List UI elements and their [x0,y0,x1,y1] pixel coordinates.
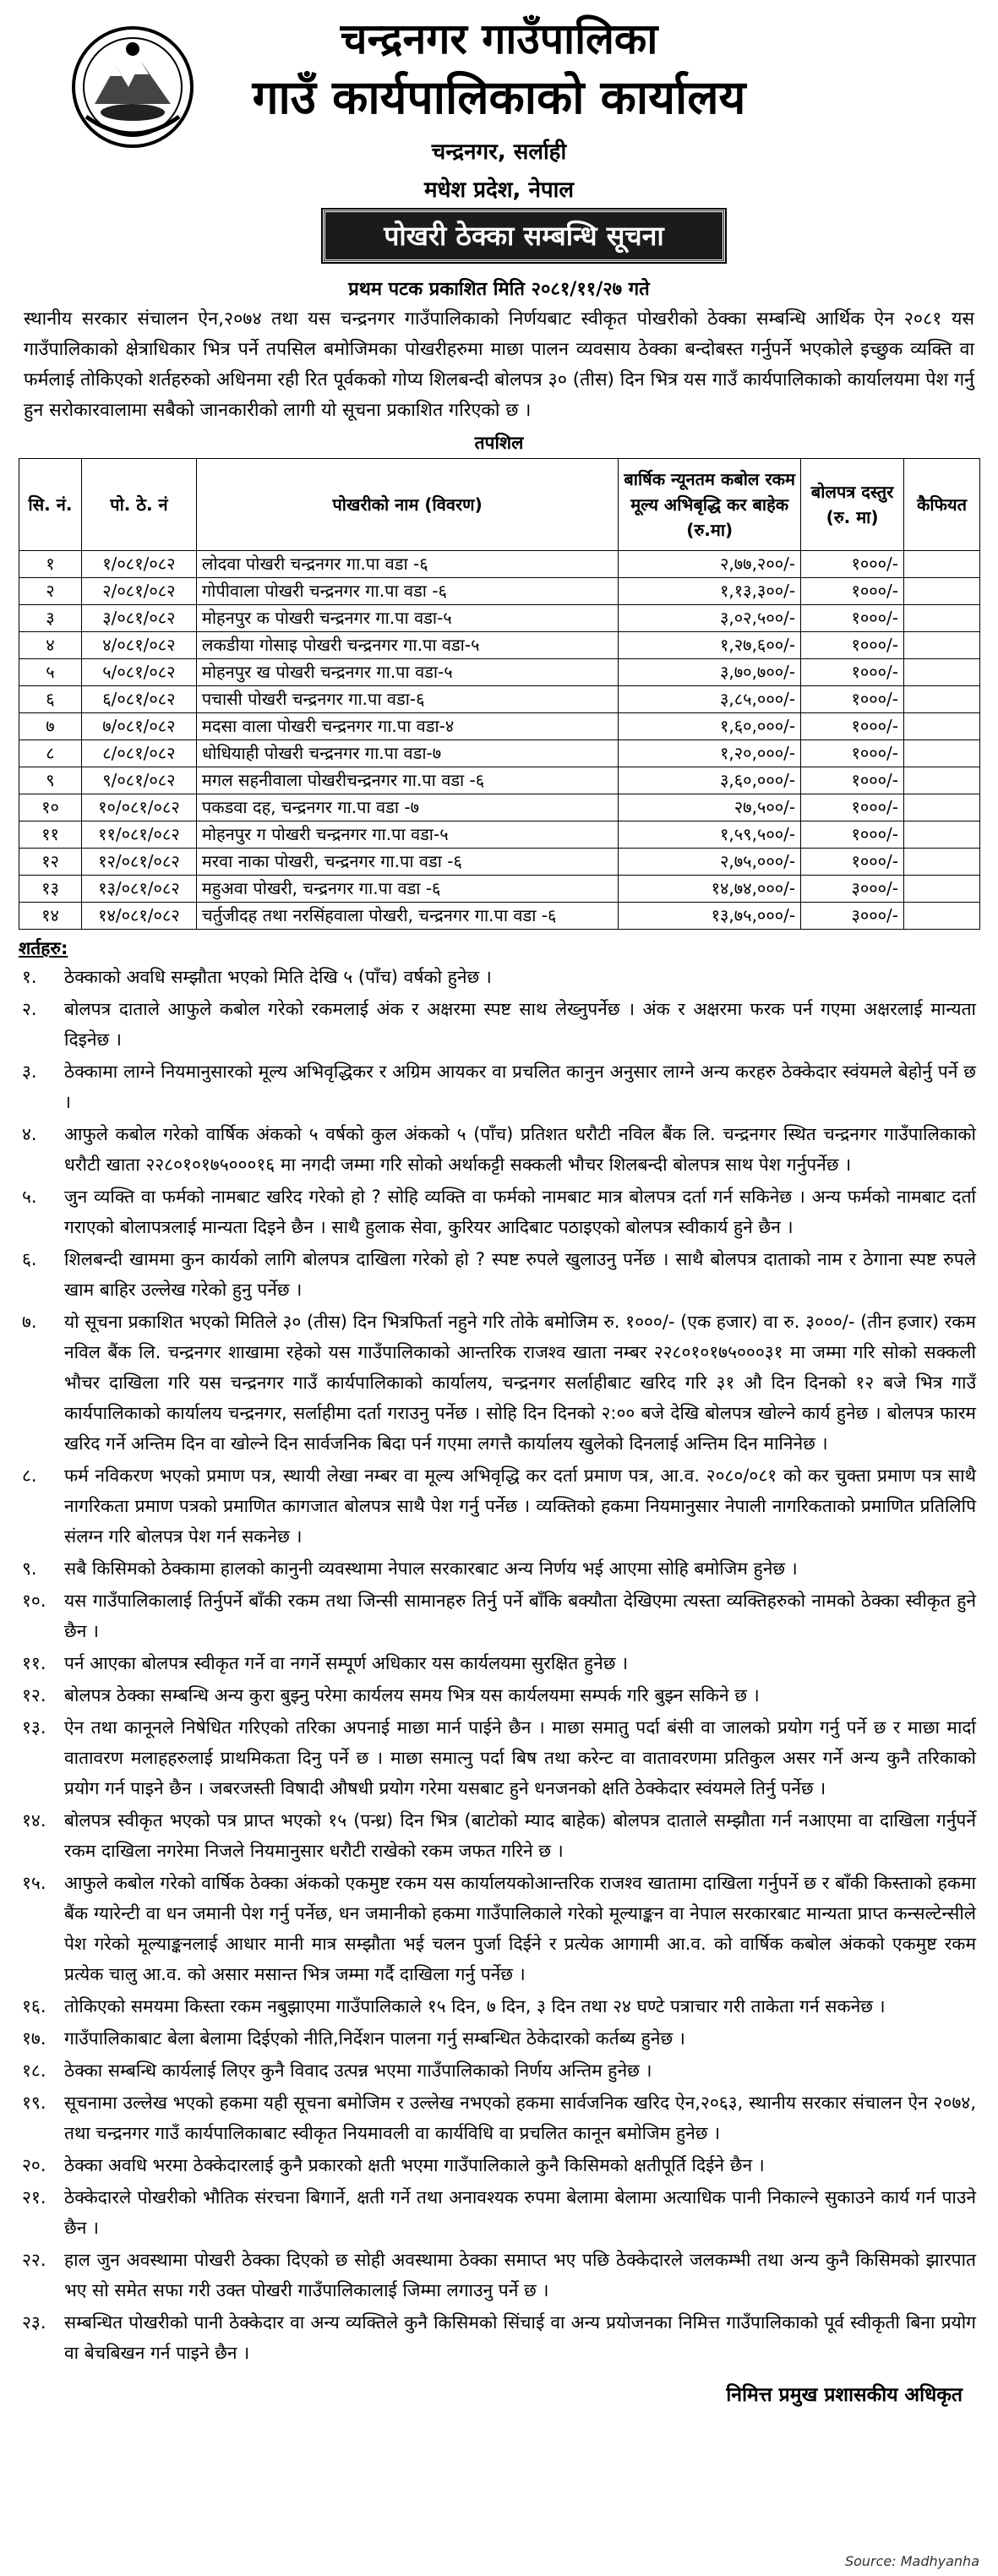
term-text: शिलबन्दी खाममा कुन कार्यको लागि बोलपत्र दाखिला गरेको हो ? स्पष्ट रुपले खुलाउनु पर्नेछ । साथै बोलपत्र दाताको नाम र ठेगाना स्पष्ट रुपले खाम बाहिर उल्लेख गरेको हुनु पर्नेछ । [64,1249,976,1300]
cell-remarks [904,686,980,713]
publish-date: प्रथम पटक प्रकाशित मिति २०८१/११/२७ गते [348,279,650,300]
source-credit: Source: Madhyanha [844,2553,979,2569]
cell-fee: ३०००/- [801,903,904,930]
cell-amount: १,५९,५००/- [619,821,801,849]
cell-fee: १०००/- [801,794,904,821]
term-number: ४. [22,1124,37,1144]
cell-fee: १०००/- [801,578,904,605]
term-item [22,2307,976,2368]
header-pond-name: पोखरीको नाम (विवरण) [196,459,618,551]
header-sn: सि. नं. [19,459,82,551]
cell-amount: १,२०,०००/- [619,740,801,767]
cell-fee: १०००/- [801,686,904,713]
notice-header [19,0,979,270]
cell-pond-name: मोहनपुर ग पोखरी चन्द्रनगर गा.पा वडा-५ [196,821,618,849]
cell-sn: ७ [19,713,82,740]
cell-remarks [904,605,980,632]
office-name-line1: चन्द्रनगर गाउँपालिका [340,14,658,63]
cell-pond-name: धोधियाही पोखरी चन्द्रनगर गा.पा वडा-७ [196,740,618,767]
header-remarks: कैफियत [904,459,980,551]
cell-fee: १०००/- [801,632,904,659]
term-text: हाल जुन अवस्थामा पोखरी ठेक्का दिएको छ सोही अवस्थामा ठेक्का समाप्त भए पछि ठेक्केदारले जलकम्भी तथा अन्य कुनै किसिमको झारपात भए सो समेत सफा गरी उक्त पोखरी गाउँपालिकालाई जिम्मा लगाउनु पर्ने छ । [64,2250,976,2300]
cell-amount: ३,८५,०००/- [619,686,801,713]
term-text: जुन व्यक्ति वा फर्मको नामबाट खरिद गरेको हो ? सोहि व्यक्ति वा फर्मको नामबाट मात्र बोलपत्र दर्ता गर्न सकिनेछ । अन्य फर्मको नामबाट दर्ता गराएको बोलापत्रलाई मान्यता दिइने छैन । साथै हुलाक सेवा, कुरियर आदिबाट पठाइएको बोलपत्र स्वीकार्य हुने छैन । [64,1187,976,1237]
address-line1: चन्द्रनगर, सर्लाही [431,139,567,165]
term-number: २. [22,999,37,1019]
table-row [19,659,980,686]
term-item [22,1991,976,2022]
cell-fee: १०००/- [801,767,904,794]
cell-remarks [904,713,980,740]
cell-fee: १०००/- [801,849,904,876]
cell-fee: १०००/- [801,551,904,578]
cell-remarks [904,551,980,578]
table-header-row [19,459,980,551]
cell-contract-no: १२/०८१/०८२ [81,849,196,876]
cell-contract-no: ७/०८१/०८२ [81,713,196,740]
term-item [22,962,976,992]
term-item [22,2023,976,2054]
cell-pond-name: महुअवा पोखरी, चन्द्रनगर गा.पा वडा -६ [196,876,618,903]
cell-amount: ३,६०,०००/- [619,767,801,794]
term-item [22,1056,976,1117]
cell-remarks [904,876,980,903]
cell-sn: ६ [19,686,82,713]
cell-sn: ५ [19,659,82,686]
cell-pond-name: लोदवा पोखरी चन्द्रनगर गा.पा वडा -६ [196,551,618,578]
cell-fee: १०००/- [801,713,904,740]
term-text: यस गाउँपालिकालाई तिर्नुपर्ने बाँकी रकम तथा जिन्सी सामानहरु तिर्नु पर्ने बाँकि बक्यौता देखिएमा त्यस्ता व्यक्तिहरुको नामको ठेक्का स्वीकृत हुने छैन । [64,1591,976,1641]
cell-remarks [904,849,980,876]
term-item [22,1244,976,1305]
term-number: १४. [22,1810,46,1831]
term-text: ऐन तथा कानूनले निषेधित गरिएको तरिका अपनाई माछा मार्न पाईने छैन । माछा समातु पर्दा बंसी वा जालको प्रयोग गर्नु पर्ने छ र माछा मार्दा वातावरण मलाहहरुलाई प्राथमिकता दिनु पर्ने छ । माछा समात्नु पर्दा बिष तथा करेन्ट वा वातावरणमा प्रतिकुल असर गर्ने अन्य कुनै तरिकाको प्रयोग गर्न पाइने छैन । जबरजस्ती विषादी औषधी प्रयोग गरेमा यसबाट हुने धनजनको क्षति ठेक्केदार स्वंयमले तिर्नु पर्नेछ । [64,1717,976,1798]
term-number: ९. [22,1558,37,1579]
cell-contract-no: ८/०८१/०८२ [81,740,196,767]
cell-sn: ९ [19,767,82,794]
term-text: आफुले कबोल गरेको वार्षिक ठेक्का अंकको एकमुष्ट रकम यस कार्यालयकोआन्तरिक राजश्व खातामा दाखिला गर्नुपर्ने छ र बाँकी किस्ताको हकमा बैंक ग्यारेन्टी वा धन जमानी पेश गर्नु पर्नेछ, धन जमानीको हकमा गाउँपालिकाले गरेको मूल्याङ्कन वा नेपाल सरकारबाट मान्यता प्राप्त कन्सल्टेन्सीले पेश गरेको मूल्याङ्कनलाई आधार मानी मात्र सम्झौता भई चलन पुर्जा दिईने र प्रत्येक आगामी आ.व. को वार्षिक कबोल अंकको एकमुष्ट रकम प्रत्येक चालु आ.व. को असार मसान्त भित्र जम्मा गर्दै दाखिला गर्नु पर्नेछ । [64,1873,976,1984]
term-item [22,1307,976,1459]
cell-fee: ३०००/- [801,876,904,903]
pond-table [19,458,980,930]
term-item [22,2088,976,2148]
cell-sn: १४ [19,903,82,930]
term-item [22,1868,976,1989]
term-text: फर्म नविकरण भएको प्रमाण पत्र, स्थायी लेखा नम्बर वा मूल्य अभिवृद्धि कर दर्ता प्रमाण पत्र, आ.व. २०८०/०८१ को कर चुक्ता प्रमाण पत्र साथै नागरिकता प्रमाण पत्रको प्रमाणित कागजात बोलपत्र साथै पेश गर्नु पर्नेछ । व्यक्तिको हकमा नियमानुसार नेपाली नागरिकताको प्रमाणित प्रतिलिपि संलग्न गरि बोलपत्र पेश गर्न सकनेछ । [64,1465,976,1547]
intro-paragraph: स्थानीय सरकार संचालन ऐन,२०७४ तथा यस चन्द्रनगर गाउँपालिकाको निर्णयबाट स्वीकृत पोखरीको ठेक्का सम्बन्धि आर्थिक ऐन २०८१ यस गाउँपालिकाको क्षेत्राधिकार भित्र पर्ने तपसिल बमोजिमका पोखरीहरुमा माछा पालन व्यवसाय ठेक्का बन्दोबस्त गर्नुपर्ने भएकोले इच्छुक व्यक्ति वा फर्मलाई तोकिएको शर्तहरुको अधिनमा रही रित पूर्वकको गोप्य शिलबन्दी बोलपत्र ३० (तीस) दिन भित्र यस गाउँ कार्यपालिकाको कार्यालयमा पेश गर्नु हुन सरोकारवालामा सबैको जानकारीको लागी यो सूचना प्रकाशित गरिएको छ । [24,308,974,421]
term-number: ३. [22,1062,37,1082]
term-number: १९. [22,2093,46,2113]
term-number: ११. [22,1653,46,1673]
cell-contract-no: ५/०८१/०८२ [81,659,196,686]
cell-amount: १३,७५,०००/- [619,903,801,930]
cell-amount: १,६०,०००/- [619,713,801,740]
term-item [22,994,976,1055]
cell-sn: २ [19,578,82,605]
term-item [22,2150,976,2180]
cell-sn: ३ [19,605,82,632]
term-text: यो सूचना प्रकाशित भएको मितिले ३० (तीस) दिन भित्रफिर्ता नहुने गरि तोके बमोजिम रु. १०००/- (एक हजार) वा रु. ३०००/- (तीन हजार) रकम नविल बैंक लि. चन्द्रनगर शाखामा रहेको यस गाउँपालिकाको आन्तरिक राजश्व खाता नम्बर २२८०१०१७५०००३१ मा जम्मा गरि सोको सक्कली भौचर दाखिला गरि यस चन्द्रनगर गाउँ कार्यपालिकाको कार्यालय, चन्द्रनगर सर्लाहीबाट खरिद गरि ३१ औ दिन दिनको १२ बजे भित्र गाउँ कार्यपालिकाको कार्यालय चन्द्रनगर, सर्लाहीमा दर्ता गराउनु पर्नेछ । सोहि दिन दिनको २:०० बजे देखि बोलपत्र खोल्ने कार्य हुनेछ । बोलपत्र फारम खरिद गर्ने अन्तिम दिन वा खोल्ने दिन सार्वजनिक बिदा पर्न गएमा लगत्तै कार्यालय खुलेको दिनलाई अन्तिम दिन मानिनेछ । [64,1312,976,1454]
terms-title: शर्तहरु: [19,938,68,958]
term-number: २३. [22,2312,46,2333]
cell-amount: १४,७४,०००/- [619,876,801,903]
signature: निमित्त प्रमुख प्रशासकीय अधिकृत [726,2384,963,2406]
term-item [22,1680,976,1711]
term-item [22,1553,976,1584]
header-fee: बोलपत्र दस्तुर (रु. मा) [801,459,904,551]
term-item [22,2182,976,2243]
cell-remarks [904,794,980,821]
cell-remarks [904,767,980,794]
term-number: ७. [22,1312,37,1332]
office-name-line2: गाउँ कार्यपालिकाको कार्यालय [252,70,746,124]
cell-pond-name: पकडवा दह, चन्द्रनगर गा.पा वडा -७ [196,794,618,821]
term-text: गाउँपालिकाबाट बेला बेलामा दिईएको नीति,निर्देशन पालना गर्नु सम्बन्धित ठेकेदारको कर्तब्य हुनेछ । [64,2028,685,2049]
cell-contract-no: २/०८१/०८२ [81,578,196,605]
header-contract-no: पो. ठे. नं [81,459,196,551]
cell-fee: १०००/- [801,605,904,632]
term-number: २२. [22,2250,46,2270]
cell-remarks [904,903,980,930]
cell-amount: १,२७,६००/- [619,632,801,659]
term-number: १०. [22,1591,46,1611]
cell-fee: १०००/- [801,740,904,767]
table-row [19,821,980,849]
term-number: १७. [22,2028,46,2049]
cell-sn: ४ [19,632,82,659]
term-number: १६. [22,1996,46,2017]
cell-remarks [904,740,980,767]
cell-fee: १०००/- [801,659,904,686]
term-number: १२. [22,1685,46,1706]
table-row [19,767,980,794]
cell-contract-no: १४/०८१/०८२ [81,903,196,930]
term-number: ५. [22,1187,37,1207]
cell-contract-no: ६/०८१/०८२ [81,686,196,713]
table-row [19,794,980,821]
term-text: ठेक्कामा लाग्ने नियमानुसारको मूल्य अभिवृद्धिकर र अग्रिम आयकर वा प्रचलित कानुन अनुसार लाग्ने अन्य करहरु ठेक्केदार स्वंयमले बेहोर्नु पर्ने छ । [64,1062,976,1112]
term-number: ६. [22,1249,37,1269]
cell-contract-no: ४/०८१/०८२ [81,632,196,659]
cell-sn: ११ [19,821,82,849]
term-item [22,2245,976,2306]
term-item [22,1119,976,1180]
cell-amount: २,७५,०००/- [619,849,801,876]
table-title: तपशिल [474,433,524,453]
table-row [19,605,980,632]
cell-sn: ८ [19,740,82,767]
term-text: सूचनामा उल्लेख भएको हकमा यही सूचना बमोजिम र उल्लेख नभएको हकमा सार्वजनिक खरिद ऐन,२०६३, स्थानीय सरकार संचालन ऐन २०७४, तथा चन्द्रनगर गाउँ कार्यपालिकाबाट स्वीकृत नियमावली वा कार्यविधि वा प्रचलित कानून बमोजिम हुनेछ । [64,2093,976,2143]
term-item [22,2055,976,2086]
cell-pond-name: लकडीया गोसाइ पोखरी चन्द्रनगर गा.पा वडा-५ [196,632,618,659]
cell-sn: १० [19,794,82,821]
cell-sn: १३ [19,876,82,903]
term-item [22,1805,976,1866]
table-row [19,903,980,930]
table-row [19,551,980,578]
header-amount: बार्षिक न्यूनतम कबोल रकम मूल्य अभिबृद्धि कर बाहेक (रु.मा) [619,459,801,551]
cell-pond-name: गोपीवाला पोखरी चन्द्रनगर गा.पा वडा -६ [196,578,618,605]
cell-pond-name: मोहनपुर क पोखरी चन्द्रनगर गा.पा वडा-५ [196,605,618,632]
cell-pond-name: मरवा नाका पोखरी, चन्द्रनगर गा.पा वडा -६ [196,849,618,876]
term-text: बोलपत्र ठेक्का सम्बन्धि अन्य कुरा बुझ्नु परेमा कार्यलय समय भित्र यस कार्यलयमा सम्पर्क गरि बुझ्न सकिने छ । [64,1685,760,1706]
cell-remarks [904,578,980,605]
term-item [22,1648,976,1678]
table-row [19,849,980,876]
term-text: पर्न आएका बोलपत्र स्वीकृत गर्ने वा नगर्ने सम्पूर्ण अधिकार यस कार्यलयमा सुरक्षित हुनेछ । [64,1653,629,1673]
cell-amount: २७,५००/- [619,794,801,821]
term-item [22,1182,976,1242]
cell-amount: १,१३,३००/- [619,578,801,605]
table-row [19,632,980,659]
term-text: सम्बन्धित पोखरीको पानी ठेक्केदार वा अन्य व्यक्तिले कुनै किसिमको सिंचाई वा अन्य प्रयोजनका निमित्त गाउँपालिकाको पूर्व स्वीकृती बिना प्रयोग वा बेचबिखन गर्न पाइने छैन । [64,2312,976,2363]
cell-contract-no: ११/०८१/०८२ [81,821,196,849]
cell-fee: १०००/- [801,821,904,849]
notice-title: पोखरी ठेक्का सम्बन्धि सूचना [323,210,725,262]
term-number: १५. [22,1873,46,1893]
cell-contract-no: ९/०८१/०८२ [81,767,196,794]
term-text: तोकिएको समयमा किस्ता रकम नबुझाएमा गाउँपालिकाले १५ दिन, ७ दिन, ३ दिन तथा २४ घण्टे पत्राचार गरी ताकेता गर्न सकनेछ । [64,1996,886,2017]
cell-amount: २,७७,२००/- [619,551,801,578]
term-text: ठेक्का सम्बन्धि कार्यलाई लिएर कुनै विवाद उत्पन्न भएमा गाउँपालिकाको निर्णय अन्तिम हुनेछ । [64,2060,652,2081]
term-item [22,1460,976,1552]
term-text: बोलपत्र स्वीकृत भएको पत्र प्राप्त भएको १५ (पन्ध्र) दिन भित्र (बाटोको म्याद बाहेक) बोलपत्र दाताले सम्झौता गर्न नआएमा वा दाखिला गर्नुपर्ने रकम दाखिला नगरेमा निजले नियमानुसार धरौटी राखेको रकम जफत गरिने छ । [64,1810,976,1861]
cell-pond-name: पचासी पोखरी चन्द्रनगर गा.पा वडा-६ [196,686,618,713]
term-number: ८. [22,1465,37,1486]
term-number: २१. [22,2187,46,2208]
table-row [19,686,980,713]
address-line2: मधेश प्रदेश, नेपाल [423,177,575,203]
term-item [22,1585,976,1646]
terms-list [19,962,979,2368]
table-row [19,876,980,903]
term-text: ठेक्काको अवधि सम्झौता भएको मिति देखि ५ (पाँच) वर्षको हुनेछ । [64,967,492,987]
cell-remarks [904,821,980,849]
term-number: १८. [22,2060,46,2081]
term-text: बोलपत्र दाताले आफुले कबोल गरेको रकमलाई अंक र अक्षरमा स्पष्ट साथ लेख्नुपर्नेछ । अंक र अक्षरमा फरक पर्न गएमा अक्षरलाई मान्यता दिइनेछ । [64,999,976,1050]
cell-sn: १ [19,551,82,578]
cell-amount: ३,७०,७००/- [619,659,801,686]
term-number: १३. [22,1717,46,1738]
cell-remarks [904,632,980,659]
cell-sn: १२ [19,849,82,876]
cell-pond-name: चर्तुजीदह तथा नरसिंहवाला पोखरी, चन्द्रनगर गा.पा वडा -६ [196,903,618,930]
table-row [19,578,980,605]
cell-contract-no: १०/०८१/०८२ [81,794,196,821]
term-text: आफुले कबोल गरेको वार्षिक अंकको ५ वर्षको कुल अंकको ५ (पाँच) प्रतिशत धरौटी नविल बैंक लि. चन्द्रनगर स्थित चन्द्रनगर गाउँपालिकाको धरौटी खाता २२८०१०१७५०००१६ मा नगदी जम्मा गरि सोको अर्थाकट्टी सक्कली भौचर शिलबन्दी बोलपत्र साथ पेश गर्नुपर्नेछ । [64,1124,976,1175]
cell-contract-no: १/०८१/०८२ [81,551,196,578]
cell-pond-name: मोहनपुर ख पोखरी चन्द्रनगर गा.पा वडा-५ [196,659,618,686]
cell-remarks [904,659,980,686]
term-number: २०. [22,2155,46,2175]
cell-amount: ३,०२,५००/- [619,605,801,632]
cell-pond-name: मगल सहनीवाला पोखरीचन्द्रनगर गा.पा वडा -६ [196,767,618,794]
term-text: ठेक्केदारले पोखरीको भौतिक संरचना बिगार्ने, क्षती गर्ने तथा अनावश्यक रुपमा बेलामा बेलामा अत्याधिक पानी निकाल्ने सुकाउने कार्य गर्न पाउने छैन । [64,2187,976,2238]
cell-pond-name: मदसा वाला पोखरी चन्द्रनगर गा.पा वडा-४ [196,713,618,740]
cell-contract-no: १३/०८१/०८२ [81,876,196,903]
table-row [19,740,980,767]
term-text: सबै किसिमको ठेक्कामा हालको कानुनी व्यवस्थामा नेपाल सरकारबाट अन्य निर्णय भई आएमा सोहि बमोजिम हुनेछ । [64,1558,798,1579]
cell-contract-no: ३/०८१/०८२ [81,605,196,632]
table-row [19,713,980,740]
term-number: १. [22,967,37,987]
term-text: ठेक्का अवधि भरमा ठेक्केदारलाई कुनै प्रकारको क्षती भएमा गाउँपालिकाले कुनै किसिमको क्षतीपूर्ति दिईने छैन । [64,2155,765,2175]
term-item [22,1712,976,1804]
